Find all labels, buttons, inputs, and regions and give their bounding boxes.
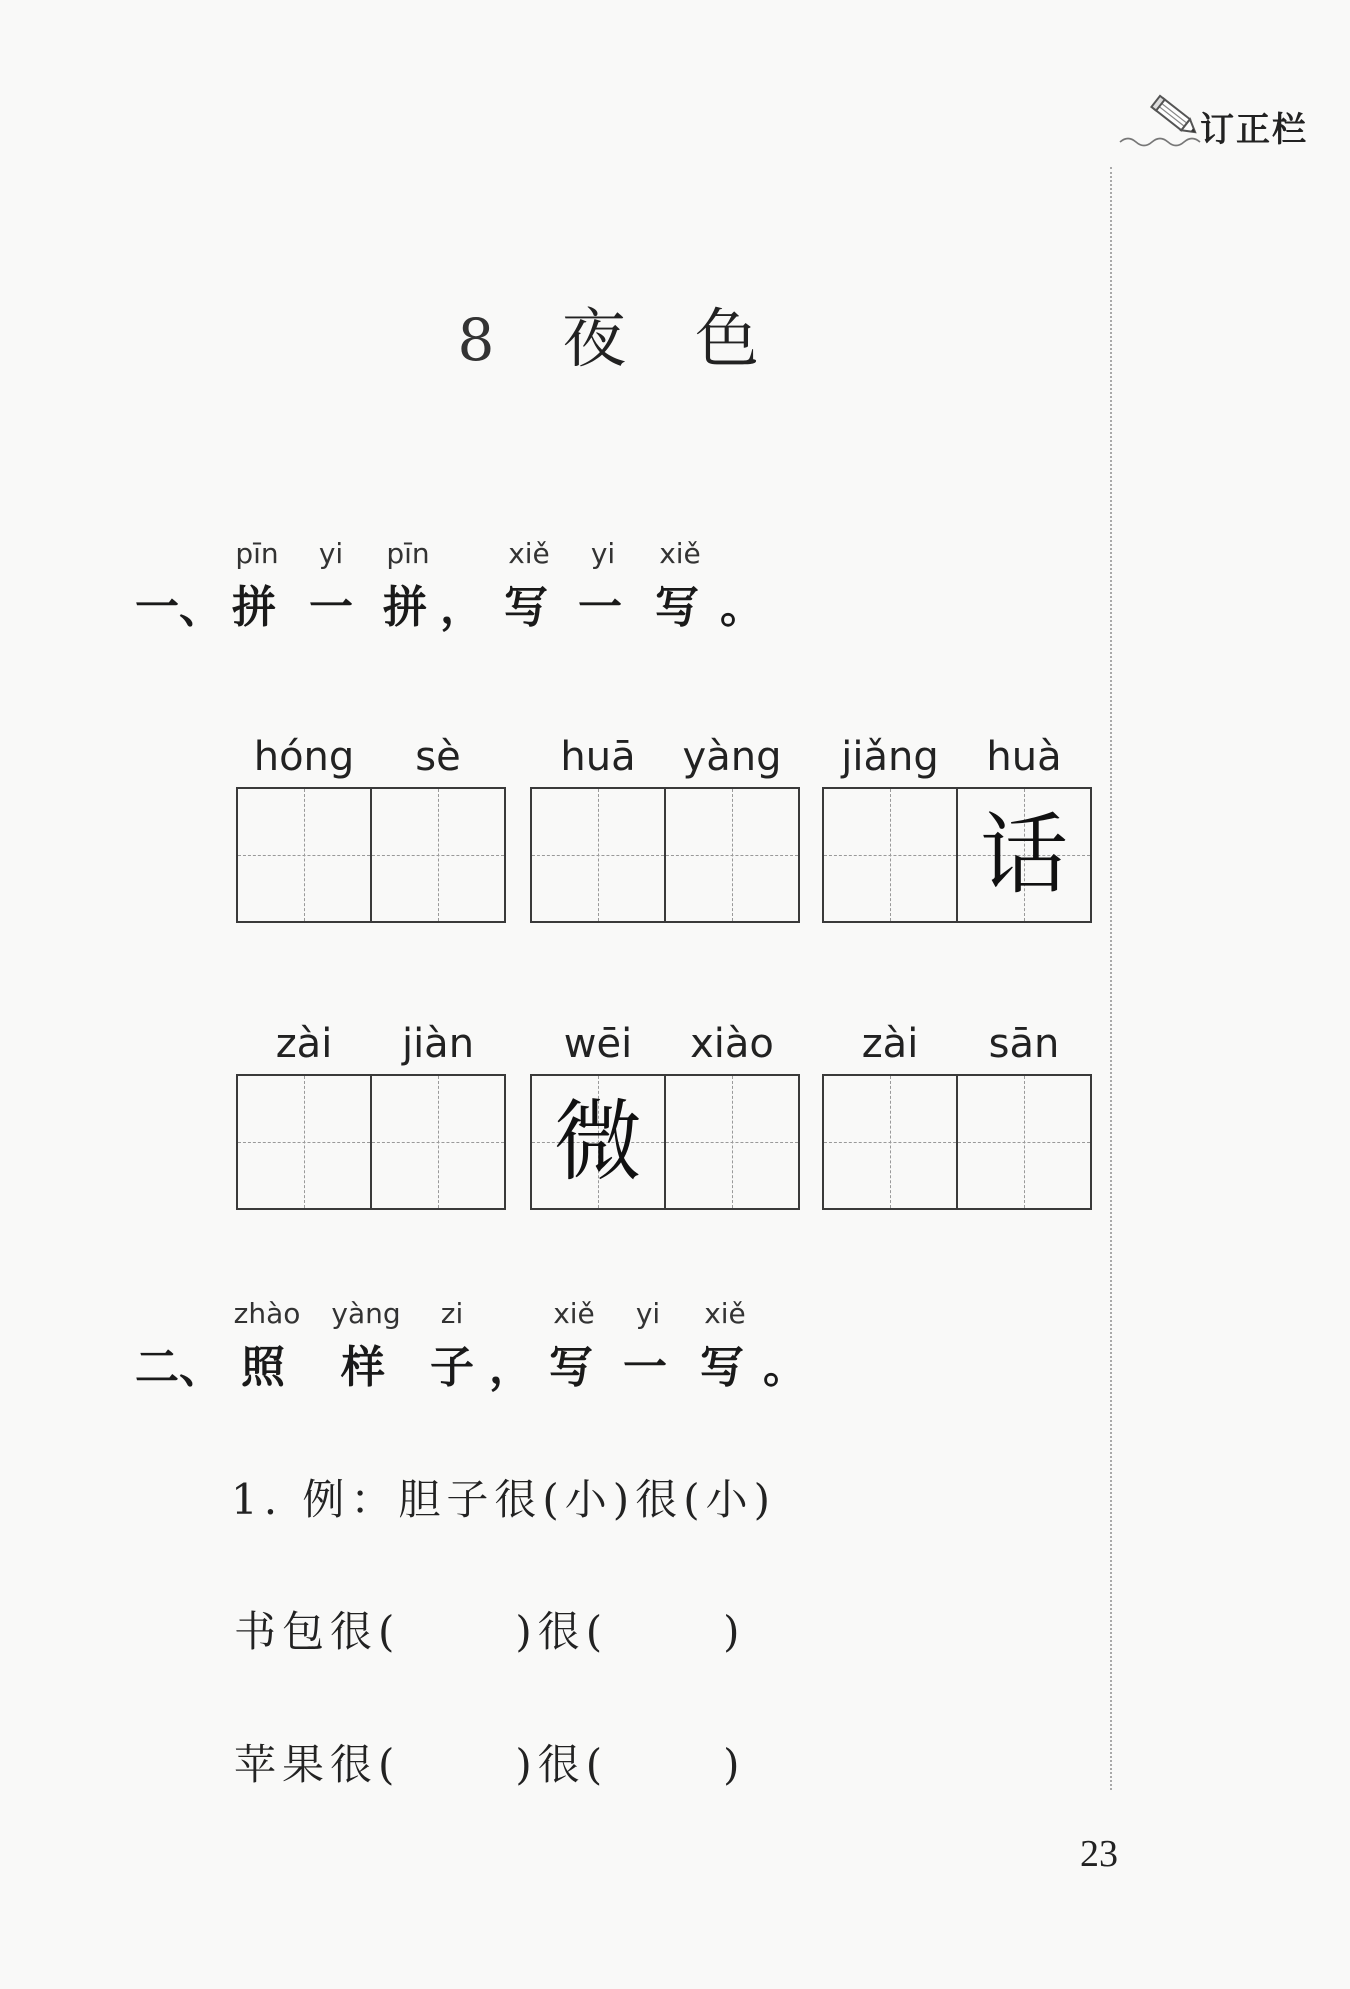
- heading-punctuation: ，: [489, 1342, 533, 1393]
- exercise-close: ): [723, 1740, 746, 1789]
- heading-char: 一: [578, 582, 622, 633]
- cell-pinyin: huā: [560, 734, 636, 780]
- cell-pinyin: jiǎng: [841, 734, 939, 780]
- cell-pinyin: jiàn: [401, 1021, 475, 1067]
- exercise-prefix: 书包很(: [234, 1607, 401, 1656]
- word-box: [530, 1021, 800, 1210]
- heading-pinyin: xiě: [508, 537, 550, 570]
- pencil-icon: [1148, 90, 1206, 146]
- writing-cell: [370, 734, 504, 921]
- cell-character: [958, 1076, 1090, 1208]
- section-number: 一、: [135, 582, 223, 633]
- writing-cell: [664, 734, 798, 921]
- heading-char: 样: [341, 1342, 385, 1393]
- heading-pinyin: pīn: [386, 537, 430, 570]
- lesson-title-char: 夜: [562, 303, 626, 377]
- word-box: [236, 734, 506, 923]
- cell-character: [372, 789, 504, 921]
- writing-cell: [238, 1021, 370, 1208]
- heading-char: 子: [430, 1342, 474, 1393]
- heading-pinyin: xiě: [704, 1297, 746, 1330]
- writing-cell: [824, 1021, 956, 1208]
- cell-pinyin: wēi: [563, 1021, 633, 1067]
- cell-pinyin: sān: [988, 1021, 1060, 1067]
- writing-cell: [956, 1021, 1090, 1208]
- heading-char: 写: [655, 582, 699, 633]
- word-box: [530, 734, 800, 923]
- section-number: 二、: [135, 1342, 223, 1393]
- prefilled-character: 话: [979, 803, 1068, 906]
- heading-char: 写: [504, 582, 548, 633]
- heading-pinyin: zi: [440, 1297, 464, 1330]
- cell-character: [532, 789, 664, 921]
- heading-punctuation: 。: [763, 1342, 807, 1393]
- writing-cell: [370, 1021, 504, 1208]
- heading-pinyin: xiě: [659, 537, 701, 570]
- page-number: 23: [1080, 1833, 1118, 1875]
- exercise-middle: )很(: [515, 1607, 609, 1656]
- heading-pinyin: yi: [635, 1297, 661, 1330]
- exercise-middle: )很(: [515, 1740, 609, 1789]
- heading-pinyin: yi: [590, 537, 616, 570]
- cell-character: [666, 789, 798, 921]
- heading-punctuation: ，: [440, 582, 484, 633]
- writing-cell: [956, 734, 1090, 921]
- heading-char: 拼: [383, 582, 427, 633]
- exercise-line: [234, 1741, 746, 1789]
- word-box: [236, 1021, 506, 1210]
- correction-column-divider: [1110, 167, 1112, 1790]
- cell-character: [372, 1076, 504, 1208]
- exercise-close: ): [723, 1607, 746, 1656]
- cell-pinyin: huà: [986, 734, 1062, 780]
- heading-pinyin: xiě: [553, 1297, 595, 1330]
- cell-pinyin: xiào: [690, 1021, 774, 1067]
- cell-character: [238, 1076, 370, 1208]
- writing-cell: [238, 734, 370, 921]
- cell-pinyin: hóng: [253, 734, 355, 780]
- writing-cell: [664, 1021, 798, 1208]
- exercise-line: [234, 1608, 746, 1656]
- cell-pinyin: zài: [275, 1021, 333, 1067]
- heading-pinyin: zhào: [233, 1297, 301, 1330]
- lesson-title-char: 色: [695, 303, 759, 377]
- correction-column-label: 订正栏: [1200, 110, 1308, 150]
- cell-character: [238, 789, 370, 921]
- writing-cell: [532, 734, 664, 921]
- cell-character: [824, 1076, 956, 1208]
- heading-char: 一: [309, 582, 353, 633]
- cell-pinyin: zài: [861, 1021, 919, 1067]
- cell-character: [824, 789, 956, 921]
- example-text: 1. 例：胆子很(小)很(小): [231, 1475, 776, 1524]
- heading-char: 拼: [232, 582, 276, 633]
- cell-pinyin: yàng: [682, 734, 782, 780]
- heading-char: 照: [241, 1342, 285, 1393]
- heading-pinyin: pīn: [235, 537, 279, 570]
- heading-char: 写: [700, 1342, 744, 1393]
- heading-char: 写: [549, 1342, 593, 1393]
- lesson-number: 8: [457, 306, 495, 374]
- word-box: [822, 734, 1092, 923]
- prefilled-character: 微: [553, 1090, 642, 1193]
- example-sentence: [231, 1476, 776, 1524]
- writing-cell: [824, 734, 956, 921]
- heading-pinyin: yi: [318, 537, 344, 570]
- heading-punctuation: 。: [720, 582, 764, 633]
- heading-pinyin: yàng: [331, 1297, 401, 1330]
- exercise-prefix: 苹果很(: [234, 1740, 401, 1789]
- heading-char: 一: [623, 1342, 667, 1393]
- word-box: [822, 1021, 1092, 1210]
- cell-character: [666, 1076, 798, 1208]
- writing-cell: [532, 1021, 664, 1208]
- cell-pinyin: sè: [415, 734, 461, 780]
